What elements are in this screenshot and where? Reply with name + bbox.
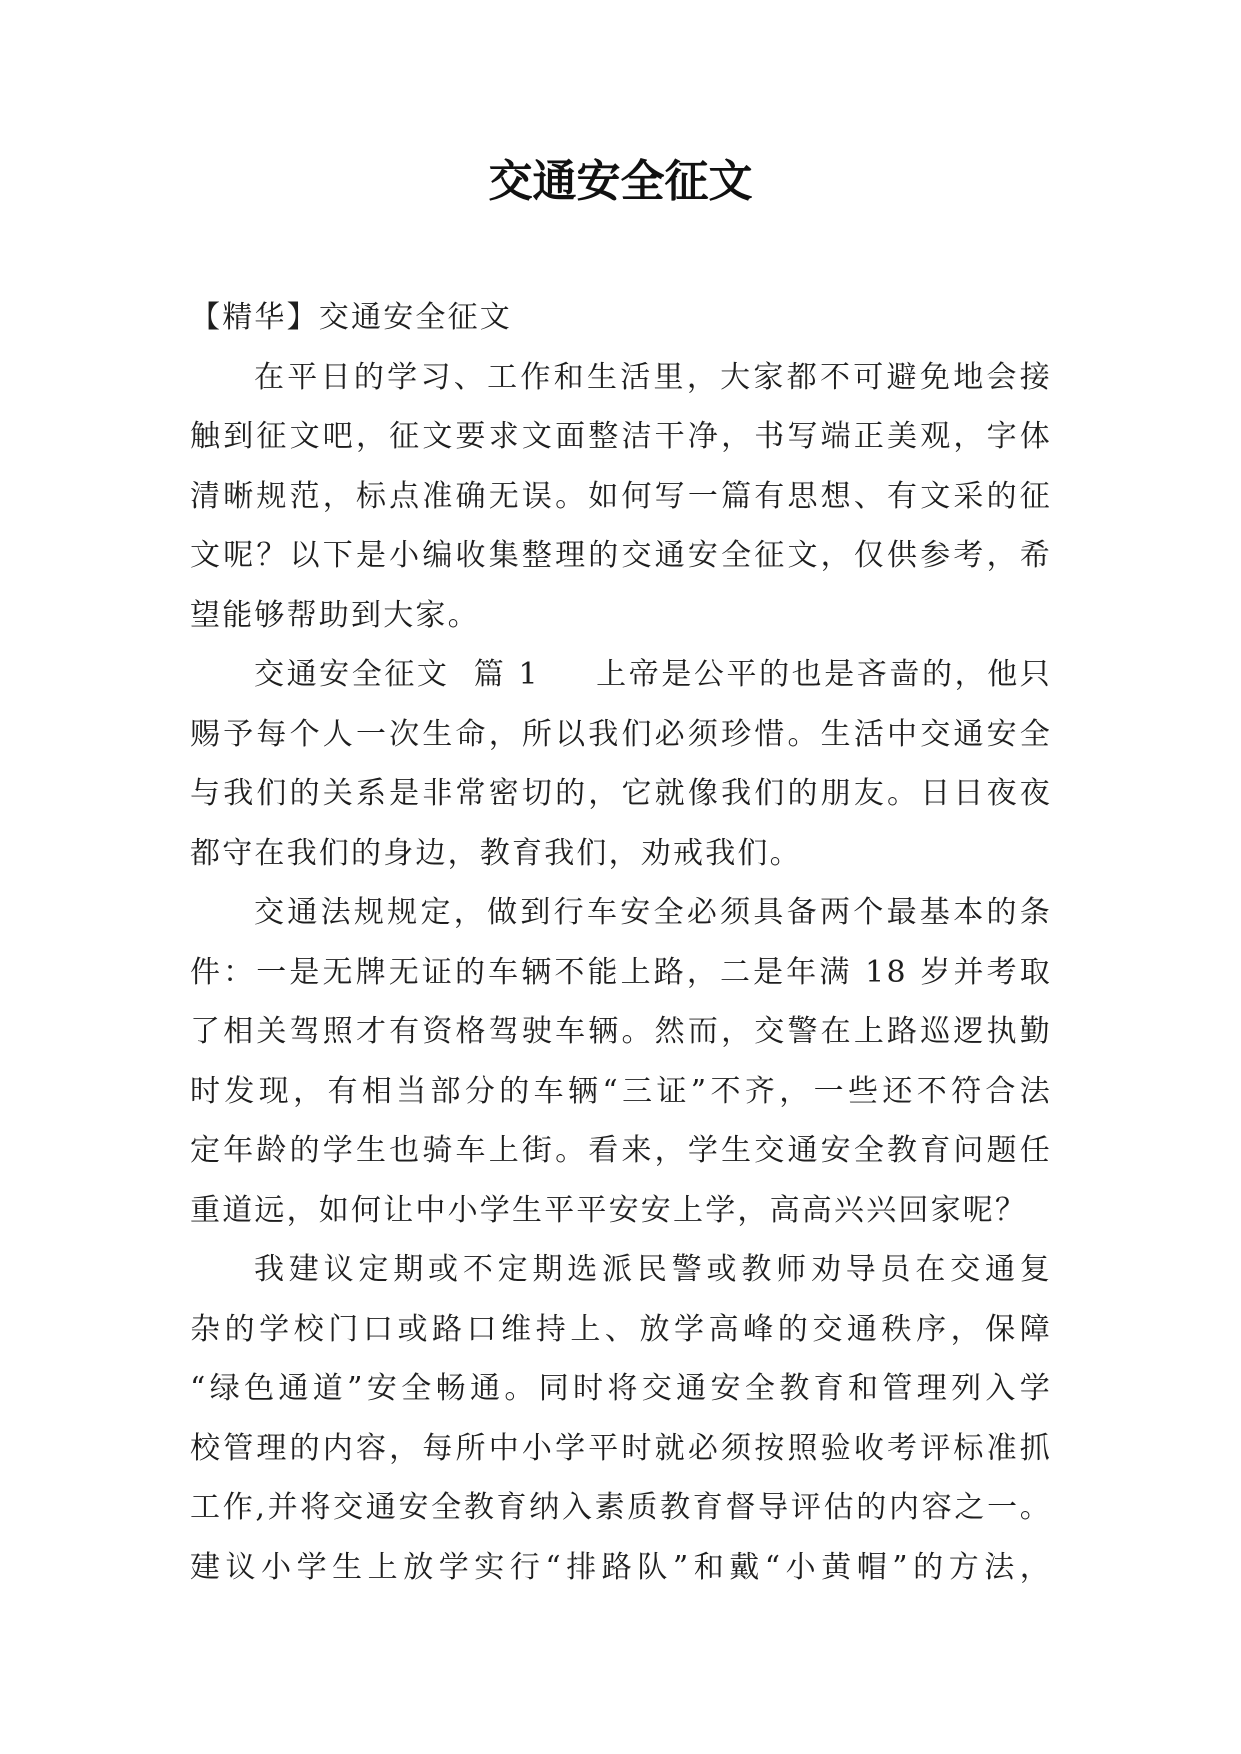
text-line: 赐予每个人一次生命，所以我们必须珍惜。生活中交通安全 [190,716,1052,752]
text-line: 建议小学生上放学实行“排路队”和戴“小黄帽”的方法， [190,1549,1052,1585]
text-line: 在平日的学习、工作和生活里，大家都不可避免地会接 [254,359,1052,395]
text-line: 文呢？以下是小编收集整理的交通安全征文，仅供参考，希 [190,538,1052,573]
text-line: 望能够帮助到大家。 [190,597,480,633]
text-fragment: 上帝是公平的也是吝啬的，他只 [595,657,1052,692]
text-line: 都守在我们的身边，教育我们，劝戒我们。 [190,835,802,871]
text-line [190,645,1052,705]
text-line: 与我们的关系是非常密切的，它就像我们的朋友。日日夜夜 [190,776,1052,811]
text-line: 交通法规规定，做到行车安全必须具备两个最基本的条 [254,895,1052,930]
text-line: 校管理的内容，每所中小学平时就必须按照验收考评标准抓 [190,1430,1052,1466]
text-line: 杂的学校门口或路口维持上、放学高峰的交通秩序，保障 [190,1311,1052,1347]
essay-paragraph-3 [190,1240,1052,1597]
text-line: 触到征文吧，征文要求文面整洁干净，书写端正美观，字体 [190,419,1052,454]
document-subtitle: 【精华】交通安全征文 [190,300,512,335]
text-line: 清晰规范，标点准确无误。如何写一篇有思想、有文采的征 [190,478,1052,514]
text-line: 定年龄的学生也骑车上街。看来，学生交通安全教育问题任 [190,1133,1052,1168]
document-body [190,288,1052,1597]
essay-paragraph-2 [190,883,1052,1240]
essay-paragraph-1 [190,645,1052,883]
text-line: “绿色通道”安全畅通。同时将交通安全教育和管理列入学 [190,1371,1052,1406]
text-line: 工作,并将交通安全教育纳入素质教育督导评估的内容之一。 [190,1490,1052,1525]
text-line: 重道远，如何让中小学生平平安安上学，高高兴兴回家呢？ [190,1192,1028,1228]
document-title: 交通安全征文 [488,156,753,207]
text-line: 时发现，有相当部分的车辆“三证”不齐，一些还不符合法 [190,1073,1052,1109]
essay-section-heading: 交通安全征文 篇 1 [254,657,540,692]
text-line: 件：一是无牌无证的车辆不能上路，二是年满 18 岁并考取 [190,954,1052,990]
text-line: 了相关驾照才有资格驾驶车辆。然而，交警在上路巡逻执勤 [190,1014,1052,1049]
text-line: 我建议定期或不定期选派民警或教师劝导员在交通复 [254,1252,1052,1287]
intro-paragraph [190,348,1052,646]
